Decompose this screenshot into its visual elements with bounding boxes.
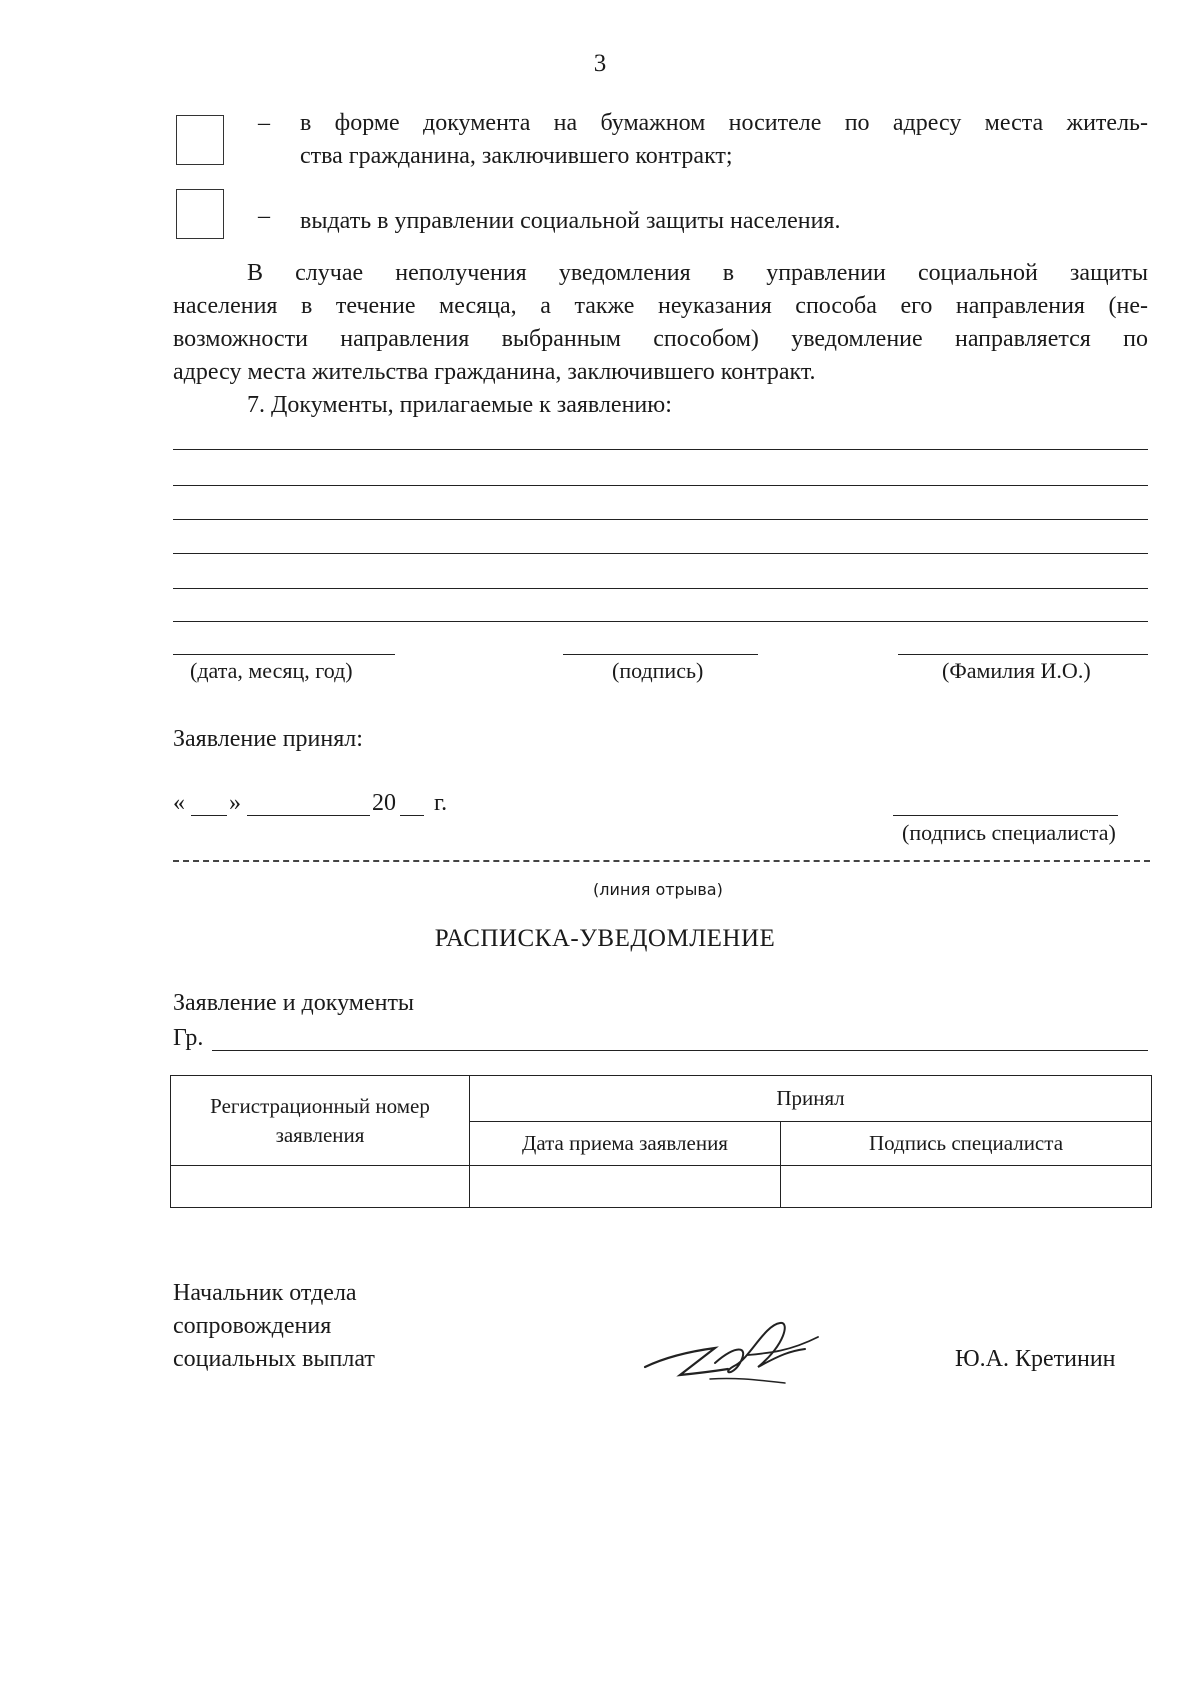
date-signature-line[interactable]: [173, 654, 395, 655]
option-dash: –: [258, 203, 270, 229]
document-entry-line[interactable]: [173, 553, 1148, 554]
tear-line-caption: (линия отрыва): [593, 880, 723, 899]
citizen-name-line[interactable]: [212, 1050, 1148, 1051]
applicant-name-line[interactable]: [898, 654, 1148, 655]
signer-name: Ю.А. Кретинин: [955, 1346, 1116, 1372]
month-blank[interactable]: [247, 815, 370, 816]
position-line3: социальных выплат: [173, 1346, 375, 1372]
date-caption: (дата, месяц, год): [190, 658, 353, 683]
year-prefix: 20: [372, 790, 396, 816]
document-entry-line[interactable]: [173, 485, 1148, 486]
date-received-header: Дата приема заявления: [470, 1122, 781, 1166]
reg-number-header-line2: заявления: [275, 1122, 365, 1147]
applicant-signature-line[interactable]: [563, 654, 758, 655]
date-close-quote: »: [229, 790, 241, 816]
delivery-pickup-label: выдать в управлении социальной защиты населения.: [300, 208, 841, 234]
specialist-signature-cell[interactable]: [781, 1166, 1152, 1208]
receipt-table: [170, 1075, 1152, 1208]
delivery-paper-line2: ства гражданина, заключившего контракт;: [300, 143, 733, 169]
delivery-paper-line1: в форме документа на бумажном носителе по адресу места житель-: [300, 110, 1148, 136]
date-open-quote: «: [173, 790, 185, 816]
delivery-paper-checkbox[interactable]: [176, 115, 224, 165]
position-line1: Начальник отдела: [173, 1280, 357, 1306]
notice-paragraph-line2: населения в течение месяца, а также неуказания способа его направления (не-: [173, 293, 1148, 319]
citizen-prefix: Гр.: [173, 1025, 204, 1051]
option-dash: –: [258, 110, 270, 136]
name-caption: (Фамилия И.О.): [942, 658, 1091, 683]
page-number: 3: [593, 50, 607, 77]
notice-paragraph-line4: адресу места жительства гражданина, заключившего контракт.: [173, 359, 816, 385]
document-entry-line[interactable]: [173, 519, 1148, 520]
documents-heading: 7. Документы, прилагаемые к заявлению:: [247, 392, 672, 418]
reg-number-cell[interactable]: [171, 1166, 470, 1208]
reg-number-header: [171, 1076, 470, 1166]
handwritten-signature: [640, 1315, 830, 1390]
position-line2: сопровождения: [173, 1313, 332, 1339]
document-entry-line[interactable]: [173, 588, 1148, 589]
notice-paragraph-line1: В случае неполучения уведомления в управлении социальной защиты: [247, 260, 1148, 286]
specialist-signature-line[interactable]: [893, 815, 1118, 816]
specialist-signature-header: Подпись специалиста: [781, 1122, 1152, 1166]
document-entry-line[interactable]: [173, 621, 1148, 622]
signature-caption: (подпись): [612, 658, 704, 683]
notice-paragraph-line3: возможности направления выбранным способом) уведомление направляется по: [173, 326, 1148, 352]
day-blank[interactable]: [191, 815, 227, 816]
receipt-intro: Заявление и документы: [173, 990, 415, 1016]
document-entry-line[interactable]: [173, 449, 1148, 450]
receipt-title: РАСПИСКА-УВЕДОМЛЕНИЕ: [434, 925, 776, 952]
year-blank[interactable]: [400, 815, 424, 816]
date-received-cell[interactable]: [470, 1166, 781, 1208]
delivery-pickup-checkbox[interactable]: [176, 189, 224, 239]
specialist-signature-caption: (подпись специалиста): [902, 820, 1116, 845]
tear-line: [173, 860, 1150, 862]
reg-number-header-line1: Регистрационный номер: [210, 1093, 430, 1118]
year-suffix: г.: [434, 790, 448, 816]
accepted-header: Принял: [470, 1076, 1152, 1122]
accepted-label: Заявление принял:: [173, 726, 363, 752]
